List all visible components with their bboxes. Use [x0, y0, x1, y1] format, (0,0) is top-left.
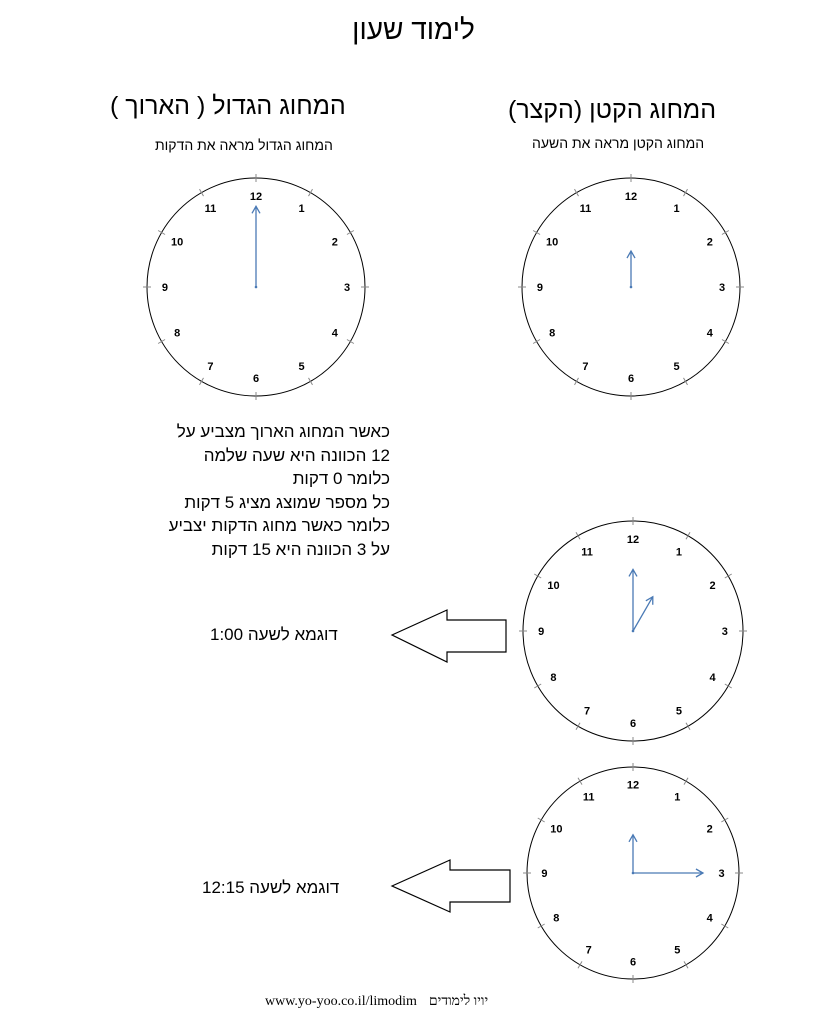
explanation-line: 12 הכוונה היא שעה שלמה — [203, 445, 390, 465]
clock-numeral: 2 — [706, 236, 713, 249]
clock-numeral: 12 — [624, 190, 638, 203]
clock-numeral: 1 — [673, 203, 680, 216]
clock-numeral: 8 — [549, 327, 556, 340]
clock-numeral: 6 — [629, 956, 637, 969]
explanation-line: כלומר כאשר מחוג הדקות יצביע — [168, 516, 390, 536]
clock-numeral: 7 — [582, 360, 589, 373]
example-1-label: דוגמא לשעה 1:00 — [210, 625, 338, 644]
footer-url[interactable]: www.yo-yoo.co.il/limodim — [265, 994, 417, 1009]
minute-hand-caption: המחוג הגדול מראה את הדקות — [155, 137, 333, 153]
clock-numeral: 3 — [718, 868, 725, 880]
clock-numeral: 3 — [343, 282, 351, 294]
clock-numeral: 1 — [675, 546, 682, 559]
clock-numeral: 7 — [207, 360, 214, 373]
clock-numeral: 12 — [626, 779, 640, 792]
clock-numeral: 10 — [546, 236, 559, 249]
clock-numeral: 6 — [627, 373, 635, 386]
clock-minute-demo — [143, 174, 369, 400]
explanation-line: כל מספר שמוצג מציג 5 דקות — [184, 492, 390, 512]
clock-numeral: 10 — [547, 580, 560, 593]
clock-example-12-15 — [523, 763, 743, 983]
clock-numeral: 8 — [174, 327, 181, 340]
clock-numeral: 5 — [674, 944, 681, 957]
minute-hand-heading: המחוג הגדול ( הארוך ) — [110, 92, 346, 120]
clock-numeral: 11 — [581, 546, 593, 559]
clock-numeral: 5 — [673, 360, 680, 373]
clock-numeral: 9 — [161, 282, 169, 294]
footer — [265, 994, 500, 1010]
left-arrow-icon — [392, 610, 506, 662]
clock-numeral: 11 — [582, 791, 595, 804]
clock-numeral: 4 — [331, 327, 338, 340]
clock-numeral: 12 — [626, 534, 640, 547]
hour-hand-caption: המחוג הקטן מראה את השעה — [532, 135, 705, 151]
hour-hand-heading: המחוג הקטן (הקצר) — [508, 96, 717, 124]
clock-numeral: 8 — [550, 671, 557, 684]
clock-numeral: 5 — [675, 705, 682, 718]
clock-numeral: 7 — [585, 944, 592, 957]
clock-example-1-00 — [519, 517, 747, 745]
clock-numeral: 5 — [298, 360, 305, 373]
clock-numeral: 7 — [584, 705, 591, 718]
left-arrow-icon — [392, 860, 510, 912]
clock-numeral: 11 — [579, 203, 592, 216]
explanation-line: כאשר המחוג הארוך מצביע על — [176, 422, 390, 441]
clock-numeral: 8 — [553, 912, 560, 925]
clock-numeral: 1 — [298, 203, 305, 216]
clock-numeral: 1 — [674, 791, 681, 804]
explanation-line: על 3 הכוונה היא 15 דקות — [211, 539, 390, 559]
clock-numeral: 6 — [629, 717, 637, 730]
explanation-line: כלומר 0 דקות — [292, 469, 390, 489]
clock-numeral: 2 — [706, 823, 713, 836]
clock-numeral: 4 — [709, 671, 716, 684]
clock-numeral: 10 — [171, 236, 184, 249]
clock-numeral: 11 — [204, 203, 217, 216]
clock-numeral: 3 — [718, 282, 726, 294]
clock-numeral: 2 — [709, 580, 716, 593]
clock-numeral: 2 — [331, 236, 338, 249]
example-2-label: דוגמא לשעה 12:15 — [202, 878, 340, 897]
clock-hour-demo — [518, 174, 744, 400]
clock-numeral: 4 — [706, 327, 713, 340]
clock-numeral: 9 — [541, 868, 548, 880]
clock-numeral: 12 — [249, 190, 263, 203]
clock-numeral: 10 — [550, 823, 563, 836]
clock-numeral: 4 — [706, 912, 713, 925]
footer-brand: יויו לימודים — [428, 994, 489, 1009]
page-title: לימוד שעון — [352, 14, 475, 45]
clock-numeral: 9 — [536, 282, 544, 294]
clock-numeral: 9 — [538, 626, 545, 638]
clock-numeral: 6 — [252, 373, 260, 386]
clock-numeral: 3 — [721, 626, 728, 638]
